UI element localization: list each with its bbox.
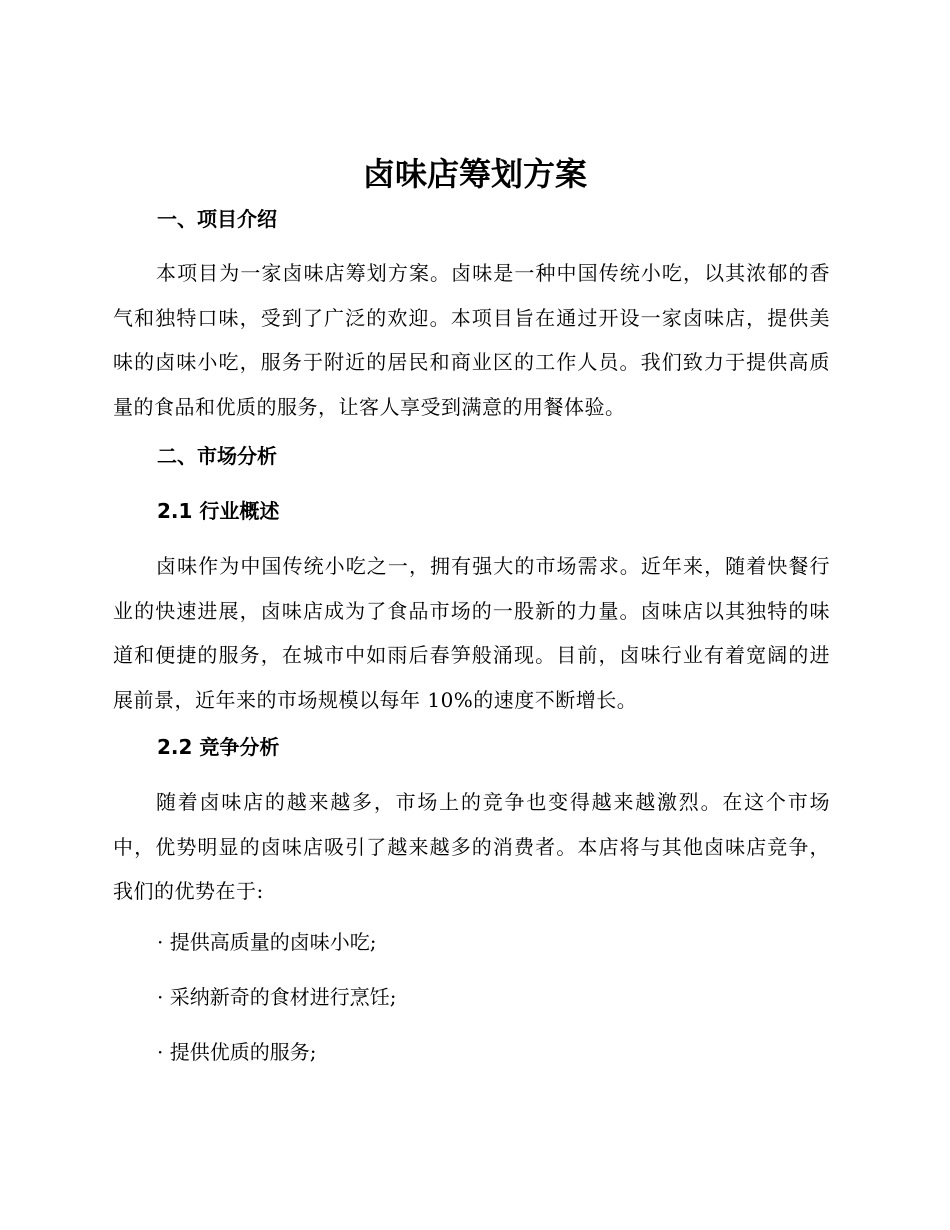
list-item: · 提供优质的服务;: [157, 1040, 317, 1064]
list-item: · 提供高质量的卤味小吃;: [157, 930, 377, 954]
list-item: · 采纳新奇的食材进行烹饪;: [157, 985, 397, 1009]
section-heading-project-intro: 一、项目介绍: [157, 207, 277, 231]
subsection-heading-competition-analysis: 2.2 竞争分析: [157, 735, 280, 759]
paragraph-competition-analysis: 随着卤味店的越来越多，市场上的竞争也变得越来越激烈。在这个市场中，优势明显的卤味店吸引了越来越多的消费者。本店将与其他卤味店竞争，我们的优势在于:: [113, 790, 830, 903]
paragraph-industry-overview: 卤味作为中国传统小吃之一，拥有强大的市场需求。近年来，随着快餐行业的快速进展，卤味店成为了食品市场的一股新的力量。卤味店以其独特的味道和便捷的服务，在城市中如雨后春笋般涌现。目前，卤味行业有着宽阔的进展前景，近年来的市场规模以每年 10%的速度不断增长。: [113, 554, 830, 712]
subsection-heading-industry-overview: 2.1 行业概述: [157, 499, 280, 523]
section-heading-market-analysis: 二、市场分析: [157, 444, 277, 468]
document-title: 卤味店筹划方案: [362, 155, 587, 193]
paragraph-project-intro: 本项目为一家卤味店筹划方案。卤味是一种中国传统小吃，以其浓郁的香气和独特口味，受到了广泛的欢迎。本项目旨在通过开设一家卤味店，提供美味的卤味小吃，服务于附近的居民和商业区的工作人员。我们致力于提供高质量的食品和优质的服务，让客人享受到满意的用餐体验。: [113, 261, 830, 419]
